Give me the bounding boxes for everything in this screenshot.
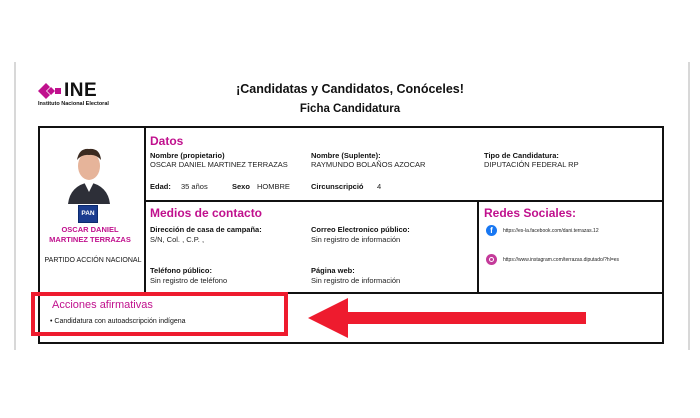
pan-party-logo: PAN	[78, 205, 98, 223]
facebook-link[interactable]: https://es-la.facebook.com/dani.terrazas.12	[503, 228, 599, 234]
sexo-label: Sexo	[232, 182, 250, 191]
arrow-shape	[308, 298, 586, 338]
nombre-label: Nombre (propietario)	[150, 151, 225, 160]
contacto-section-title: Medios de contacto	[150, 206, 263, 220]
circunscripcion-label: Circunscripció	[311, 182, 364, 191]
telefono-value: Sin registro de teléfono	[150, 276, 228, 285]
correo-value: Sin registro de información	[311, 235, 401, 244]
pagina-value: Sin registro de información	[311, 276, 401, 285]
instagram-link[interactable]: https://www.instagram.com/terrazas.diputado/?hl=es	[503, 257, 620, 263]
candidate-name-line1: OSCAR DANIEL	[61, 225, 119, 234]
suplente-value: RAYMUNDO BOLAÑOS AZOCAR	[311, 160, 426, 169]
ine-logo-subtitle: Instituto Nacional Electoral	[38, 101, 109, 107]
datos-section-title: Datos	[150, 134, 184, 148]
redes-section-title: Redes Sociales:	[484, 206, 577, 220]
candidate-party: PARTIDO ACCIÓN NACIONAL	[44, 257, 142, 264]
pagina-label: Página web:	[311, 266, 355, 275]
acciones-item: • Candidatura con autoadscripción indígena	[50, 318, 186, 325]
telefono-label: Teléfono público:	[150, 266, 212, 275]
direccion-value: S/N, Col. , C.P. ,	[150, 235, 205, 244]
candidate-name-line2: MARTINEZ TERRAZAS	[49, 235, 131, 244]
ine-logo-text: INE	[64, 80, 98, 101]
suplente-label: Nombre (Suplente):	[311, 151, 381, 160]
edad-value: 35 años	[181, 182, 208, 191]
tipo-value: DIPUTACIÓN FEDERAL RP	[484, 160, 579, 169]
circunscripcion-value: 4	[377, 182, 382, 191]
correo-label: Correo Electronico público:	[311, 225, 410, 234]
sexo-value: HOMBRE	[257, 182, 290, 191]
tipo-label: Tipo de Candidatura:	[484, 151, 559, 160]
acciones-section-title: Acciones afirmativas	[52, 299, 153, 311]
facebook-icon[interactable]: f	[486, 225, 497, 236]
edad-label: Edad:	[150, 182, 171, 191]
direccion-label: Dirección de casa de campaña:	[150, 225, 262, 234]
nombre-value: OSCAR DANIEL MARTINEZ TERRAZAS	[150, 160, 288, 169]
page-subtitle: Ficha Candidatura	[299, 103, 401, 115]
page-title: ¡Candidatas y Candidatos, Conóceles!	[236, 82, 464, 96]
